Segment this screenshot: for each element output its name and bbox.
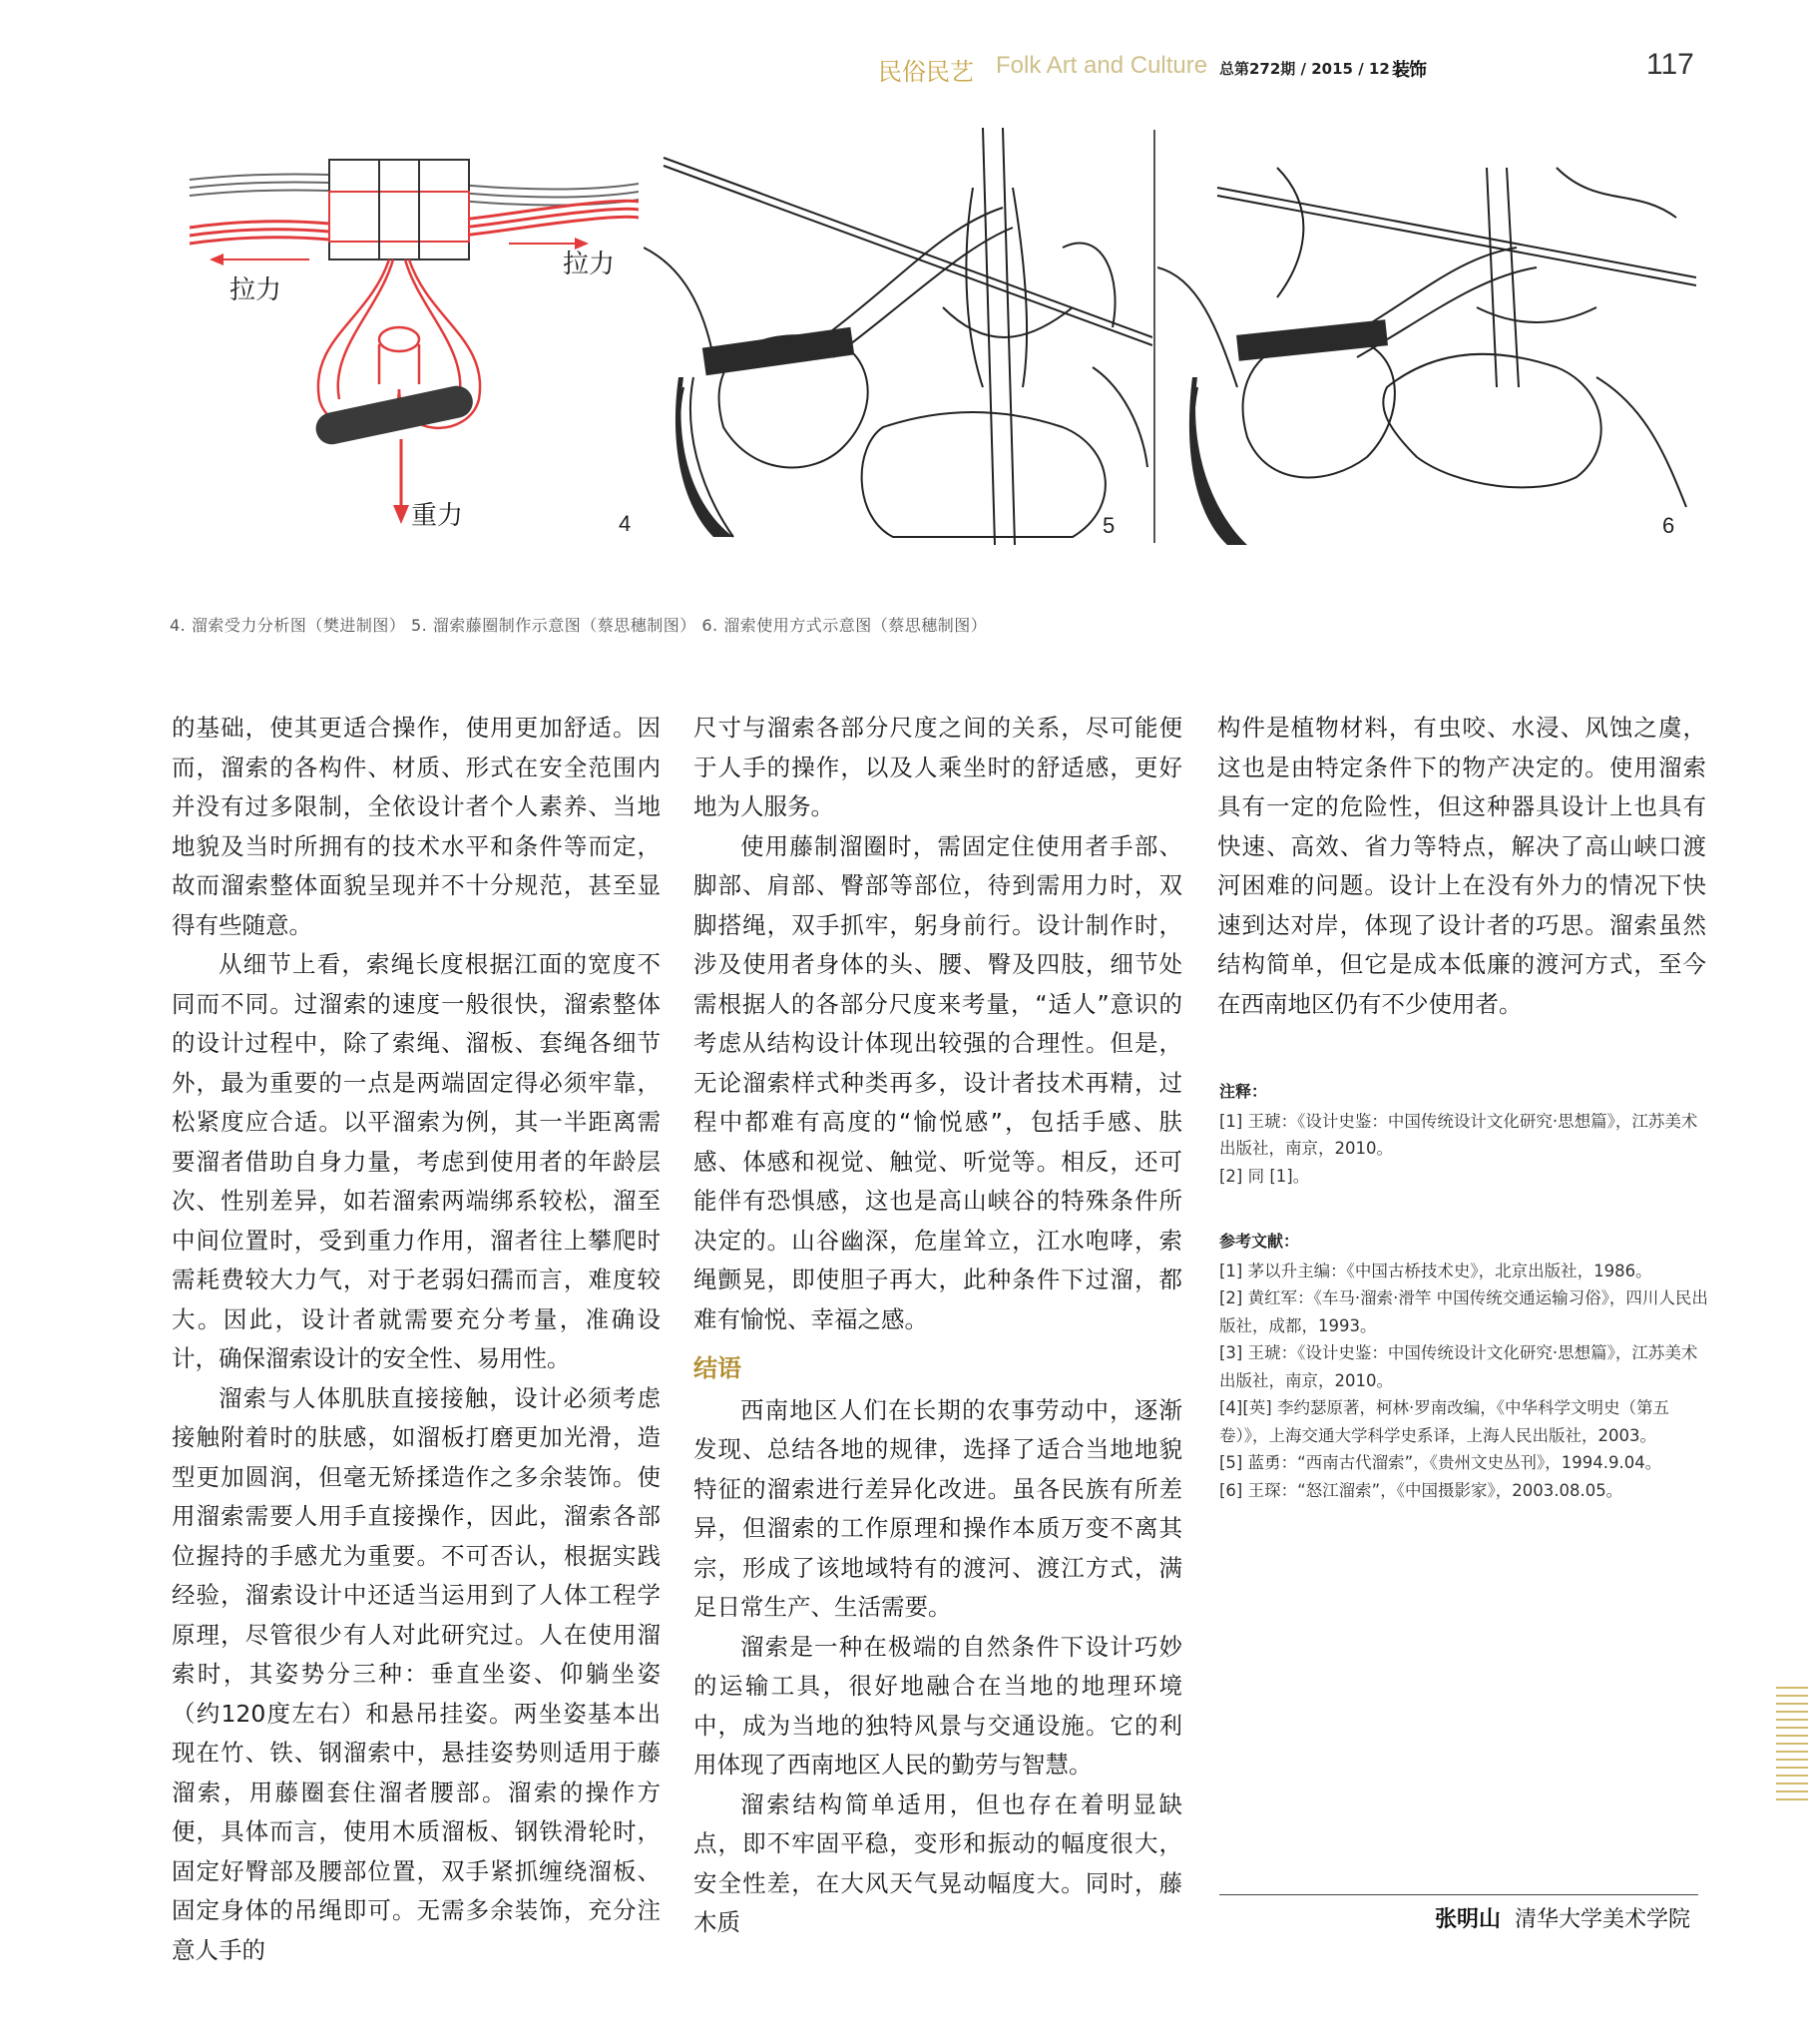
- decorative-stripes: [1776, 1687, 1808, 1802]
- paragraph: 使用藤制溜圈时，需固定住使用者手部、脚部、肩部、臀部等部位，待到需用力时，双脚搭绳，双手抓牢，躬身前行。设计制作时，涉及使用者身体的头、腰、臀及四肢，细节处需根据人的各部分尺度来考量，“适人”意识的考虑从结构设计体现出较强的合理性。但是，无论溜索样式种类再多，设计者技术再精，过程中都难有高度的“愉悦感”，包括手感、肤感、体感和视觉、触觉、听觉等。相反，还可能伴有恐惧感，这也是高山峡谷的特殊条件所决定的。山谷幽深，危崖耸立，江水咆哮，索绳颤晃，即使胆子再大，此种条件下过溜，都难有愉悦、幸福之感。: [693, 831, 1182, 1333]
- figure-number-6: 6: [1662, 513, 1675, 538]
- reference-item: [1] 茅以升主编：《中国古桥技术史》，北京出版社，1986。: [1219, 1261, 1652, 1280]
- note-item: [2] 同 [1]。: [1219, 1166, 1310, 1186]
- paragraph: 尺寸与溜索各部分尺度之间的关系，尽可能便于人手的操作，以及人乘坐时的舒适感，更好地为人服务。: [693, 714, 1182, 820]
- notes-title: 注释：: [1219, 1082, 1268, 1101]
- figure-number-5: 5: [1103, 513, 1116, 538]
- text-column-1: [172, 709, 661, 1970]
- notes-section: [1219, 1078, 1708, 1190]
- page-number: 117: [1646, 48, 1694, 81]
- author-block: [1435, 1902, 1690, 1933]
- author-name: 张明山: [1435, 1907, 1502, 1932]
- figure-6-usage: [1157, 128, 1696, 545]
- figure-divider: [1153, 130, 1155, 543]
- figure-4-force-diagram: [180, 140, 639, 539]
- references-title: 参考文献：: [1219, 1232, 1300, 1251]
- references-section: [1219, 1228, 1708, 1504]
- reference-item: [6] 王琛：“怒江溜索”，《中国摄影家》，2003.08.05。: [1219, 1480, 1623, 1500]
- paragraph: 溜索结构简单适用，但也存在着明显缺点，即不牢固平稳，变形和振动的幅度很大，安全性差，在大风天气晃动幅度大。同时，藤木质: [693, 1789, 1182, 1936]
- paragraph: 溜索是一种在极端的自然条件下设计巧妙的运输工具，很好地融合在当地的地理环境中，成为当地的独特风景与交通设施。它的利用体现了西南地区人民的勤劳与智慧。: [693, 1632, 1182, 1779]
- rattan-ring-illustration: [644, 128, 1152, 545]
- label-pull-left: 拉力: [229, 275, 282, 305]
- author-divider: [1219, 1894, 1698, 1895]
- reference-item: [4][英] 李约瑟原著，柯林·罗南改编，《中华科学文明史（第五卷）》，上海交通大学科学史系译，上海人民出版社，2003。: [1219, 1398, 1669, 1445]
- section-heading-conclusion: 结语: [693, 1354, 741, 1382]
- section-title-cn: 民俗民艺: [878, 58, 974, 86]
- text-column-3: [1217, 709, 1706, 1024]
- author-affiliation: 清华大学美术学院: [1515, 1907, 1691, 1932]
- reference-item: [3] 王琥：《设计史鉴：中国传统设计文化研究·思想篇》，江苏美术出版社，南京，2010。: [1219, 1343, 1698, 1390]
- paragraph: 从细节上看，索绳长度根据江面的宽度不同而不同。过溜索的速度一般很快，溜索整体的设计过程中，除了索绳、溜板、套绳各细节外，最为重要的一点是两端固定得必须牢靠，松紧度应合适。以平溜索为例，其一半距离需要溜者借助自身力量，考虑到使用者的年龄层次、性别差异，如若溜索两端绑系较松，溜至中间位置时，受到重力作用，溜者往上攀爬时需耗费较大力气，对于老弱妇孺而言，难度较大。因此，设计者就需要充分考量，准确设计，确保溜索设计的安全性、易用性。: [172, 950, 661, 1372]
- force-diagram-illustration: [180, 140, 639, 539]
- magazine-logo: 装饰: [1392, 60, 1426, 81]
- label-pull-right: 拉力: [563, 250, 616, 279]
- page-header: [878, 48, 1696, 88]
- note-item: [1] 王琥：《设计史鉴：中国传统设计文化研究·思想篇》，江苏美术出版社，南京，2010。: [1219, 1111, 1698, 1158]
- text-column-2: [693, 709, 1182, 1943]
- label-gravity: 重力: [411, 501, 464, 531]
- section-title-en: Folk Art and Culture: [996, 52, 1208, 79]
- figure-number-4: 4: [619, 511, 632, 536]
- figure-caption: 4. 溜索受力分析图（樊进制图） 5. 溜索藤圈制作示意图（蔡思穗制图） 6. 溜索使用方式示意图（蔡思穗制图）: [170, 616, 988, 635]
- reference-item: [5] 蓝勇：“西南古代溜索”，《贵州文史丛刊》，1994.9.04。: [1219, 1453, 1662, 1472]
- figure-5-rattan-ring: [644, 128, 1152, 545]
- usage-illustration: [1157, 128, 1696, 545]
- paragraph: 构件是植物材料，有虫咬、水浸、风蚀之虞，这也是由特定条件下的物产决定的。使用溜索具有一定的危险性，但这种器具设计上也具有快速、高效、省力等特点，解决了高山峡口渡河困难的问题。设计上在没有外力的情况下快速到达对岸，体现了设计者的巧思。溜索虽然结构简单，但它是成本低廉的渡河方式，至今在西南地区仍有不少使用者。: [1217, 714, 1706, 1018]
- paragraph: 的基础，使其更适合操作，使用更加舒适。因而，溜索的各构件、材质、形式在安全范围内并没有过多限制，全依设计者个人素养、当地地貌及当时所拥有的技术水平和条件等而定，故而溜索整体面貌呈现并不十分规范，甚至显得有些随意。: [172, 714, 661, 939]
- reference-item: [2] 黄红军：《车马·溜索·滑竿 中国传统交通运输习俗》，四川人民出版社，成都，1993。: [1219, 1288, 1708, 1335]
- paragraph: 溜索与人体肌肤直接接触，设计必须考虑接触附着时的肤感，如溜板打磨更加光滑，造型更加圆润，但毫无矫揉造作之多余装饰。使用溜索需要人用手直接操作，因此，溜索各部位握持的手感尤为重要。不可否认，根据实践经验，溜索设计中还适当运用到了人体工程学原理，尽管很少有人对此研究过。人在使用溜索时，其姿势分三种：垂直坐姿、仰躺坐姿（约120度左右）和悬吊挂姿。两坐姿基本出现在竹、铁、钢溜索中，悬挂姿势则适用于藤溜索，用藤圈套住溜者腰部。溜索的操作方便，具体而言，使用木质溜板、钢铁滑轮时，固定好臀部及腰部位置，双手紧抓缠绕溜板、固定身体的吊绳即可。无需多余装饰，充分注意人手的: [172, 1383, 661, 1964]
- issue-info: 总第272期 / 2015 / 12 /: [1219, 60, 1401, 78]
- paragraph: 西南地区人们在长期的农事劳动中，逐渐发现、总结各地的规律，选择了适合当地地貌特征的溜索进行差异化改进。虽各民族有所差异，但溜索的工作原理和操作本质万变不离其宗，形成了该地域特有的渡河、渡江方式，满足日常生产、生活需要。: [693, 1395, 1182, 1621]
